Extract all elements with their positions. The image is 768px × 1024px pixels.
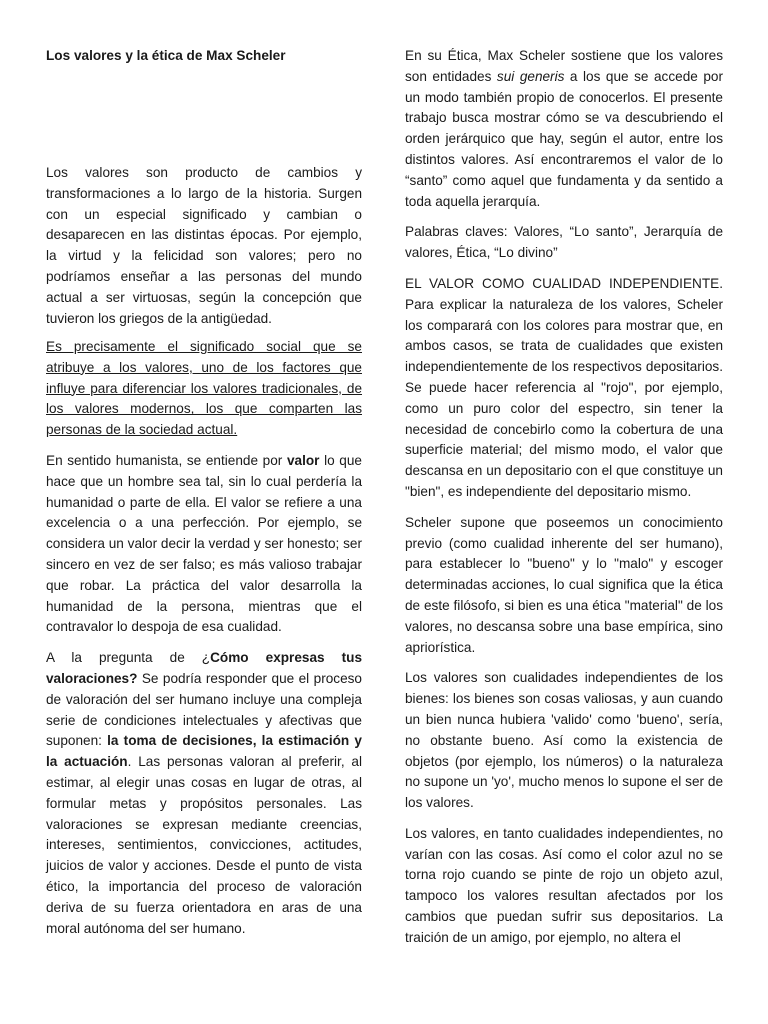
text-run: . Las personas valoran al preferir, al estimar, al elegir unas cosas en lugar de otras, al formular metas y propósitos personales. Las valoraciones se expresan mediante creencias, intereses, sentimientos, convicciones, actitudes, juicios de valor y acciones. Desde el punto de vista ético, la importancia del proceso de valoración deriva de su fuerza orientadora en aras de una moral autónoma del ser humano.	[46, 754, 362, 936]
text-run: Se podría responder que el proceso de valoración del ser humano incluye una compleja serie de condiciones intelectuales y afectivas que suponen:	[46, 670, 362, 749]
paragraph-valoraciones	[46, 648, 362, 939]
bold-term-valor: valor	[286, 452, 320, 468]
document-title: Los valores y la ética de Max Scheler	[46, 48, 286, 63]
text-run: En su Ética, Max Scheler sostiene que los valores son entidades	[405, 48, 723, 84]
text-run: En sentido humanista, se entiende por	[46, 452, 287, 468]
paragraph-significado-social: Es precisamente el significado social que se atribuye a los valores, uno de los factores que influye para diferenciar los valores tradicionales, de los valores modernos, los que comparten las personas de la sociedad actual.	[46, 339, 362, 438]
paragraph-no-varian: Los valores, en tanto cualidades independientes, no varían con las cosas. Así como el color azul no se torna rojo cuando se pinte de rojo un objeto azul, tampoco los valores resultan afectados por los cambios que puedan sufrir sus depositarios. La traición de un amigo, por ejemplo, no altera el	[405, 825, 723, 945]
left-column-body	[46, 337, 362, 949]
paragraph-cualidades-independientes: Los valores son cualidades independientes de los bienes: los bienes son cosas valiosas, y aun cuando un bien nunca hubiera 'valido' como 'bueno', sería, no obstante bueno. Así como la existencia de objetos (por ejemplo, los números) o la naturaleza no supone un 'yo', mucho menos lo supone el ser de los valores.	[405, 670, 723, 811]
bold-phrase: la toma de decisiones, la estimación y la actuación	[46, 733, 362, 770]
paragraph-historia-valores: Los valores son producto de cambios y transformaciones a lo largo de la historia. Surgen con un especial significado y cambian o desaparecen en las distintas épocas. Por ejemplo, la virtud y la felicidad son valores; pero no podríamos enseñar a las personas del mundo actual a ser virtuosas, según la concepción que tuvieron los griegos de la antigüedad.	[46, 165, 362, 326]
paragraph-abstract	[405, 46, 723, 212]
text-run: lo que hace que un hombre sea tal, sin lo cual perdería la humanidad o parte de ella. El valor se refiere a una excelencia o a una perfección. Por ejemplo, se considera un valor decir la verdad y ser honesto; ser sincero en vez de ser falso; es más valioso trabajar que robar. La práctica del valor desarrolla la humanidad de la persona, mientras que el contravalor lo despoja de esa cualidad.	[46, 452, 362, 635]
right-column-body	[405, 46, 723, 959]
text-run: A la pregunta de ¿	[46, 650, 211, 666]
bold-question: Cómo expresas tus valoraciones?	[46, 650, 362, 686]
paragraph-valor-cualidad: EL VALOR COMO CUALIDAD INDEPENDIENTE. Para explicar la naturaleza de los valores, Scheler los comparará con los colores para mostrar que, en ambos casos, se trata de cualidades que existen independientemente de los respectivos depositarios. Se puede hacer referencia al "rojo", por ejemplo, como un puro color del espectro, sin tener la necesidad de concebirlo como la cobertura de una superficie material; del mismo modo, el valor que descansa en un depositario con el que constituye un "bien", es independiente del depositario mismo.	[405, 275, 723, 499]
text-run: a los que se accede por un modo también propio de conocerlos. El presente trabajo busca mostrar cómo se va descubriendo el orden jerárquico que hay, según el autor, entre los distintos valores. Así encontraremos el valor de lo “santo” como aquel que fundamenta y da sentido a toda aquella jerarquía.	[405, 68, 723, 209]
paragraph-sentido-humanista	[46, 451, 362, 638]
italic-term: sui generis	[496, 68, 565, 84]
paragraph-keywords: Palabras claves: Valores, “Lo santo”, Jerarquía de valores, Ética, “Lo divino”	[405, 224, 723, 261]
paragraph-conocimiento-previo: Scheler supone que poseemos un conocimiento previo (como cualidad inherente del ser humano), para establecer lo "bueno" y lo "malo" y escoger determinadas acciones, lo cual significa que la ética de este filósofo, si bien es una ética "material" de los valores, no descansa sobre una base empírica, sino apriorística.	[405, 514, 723, 655]
